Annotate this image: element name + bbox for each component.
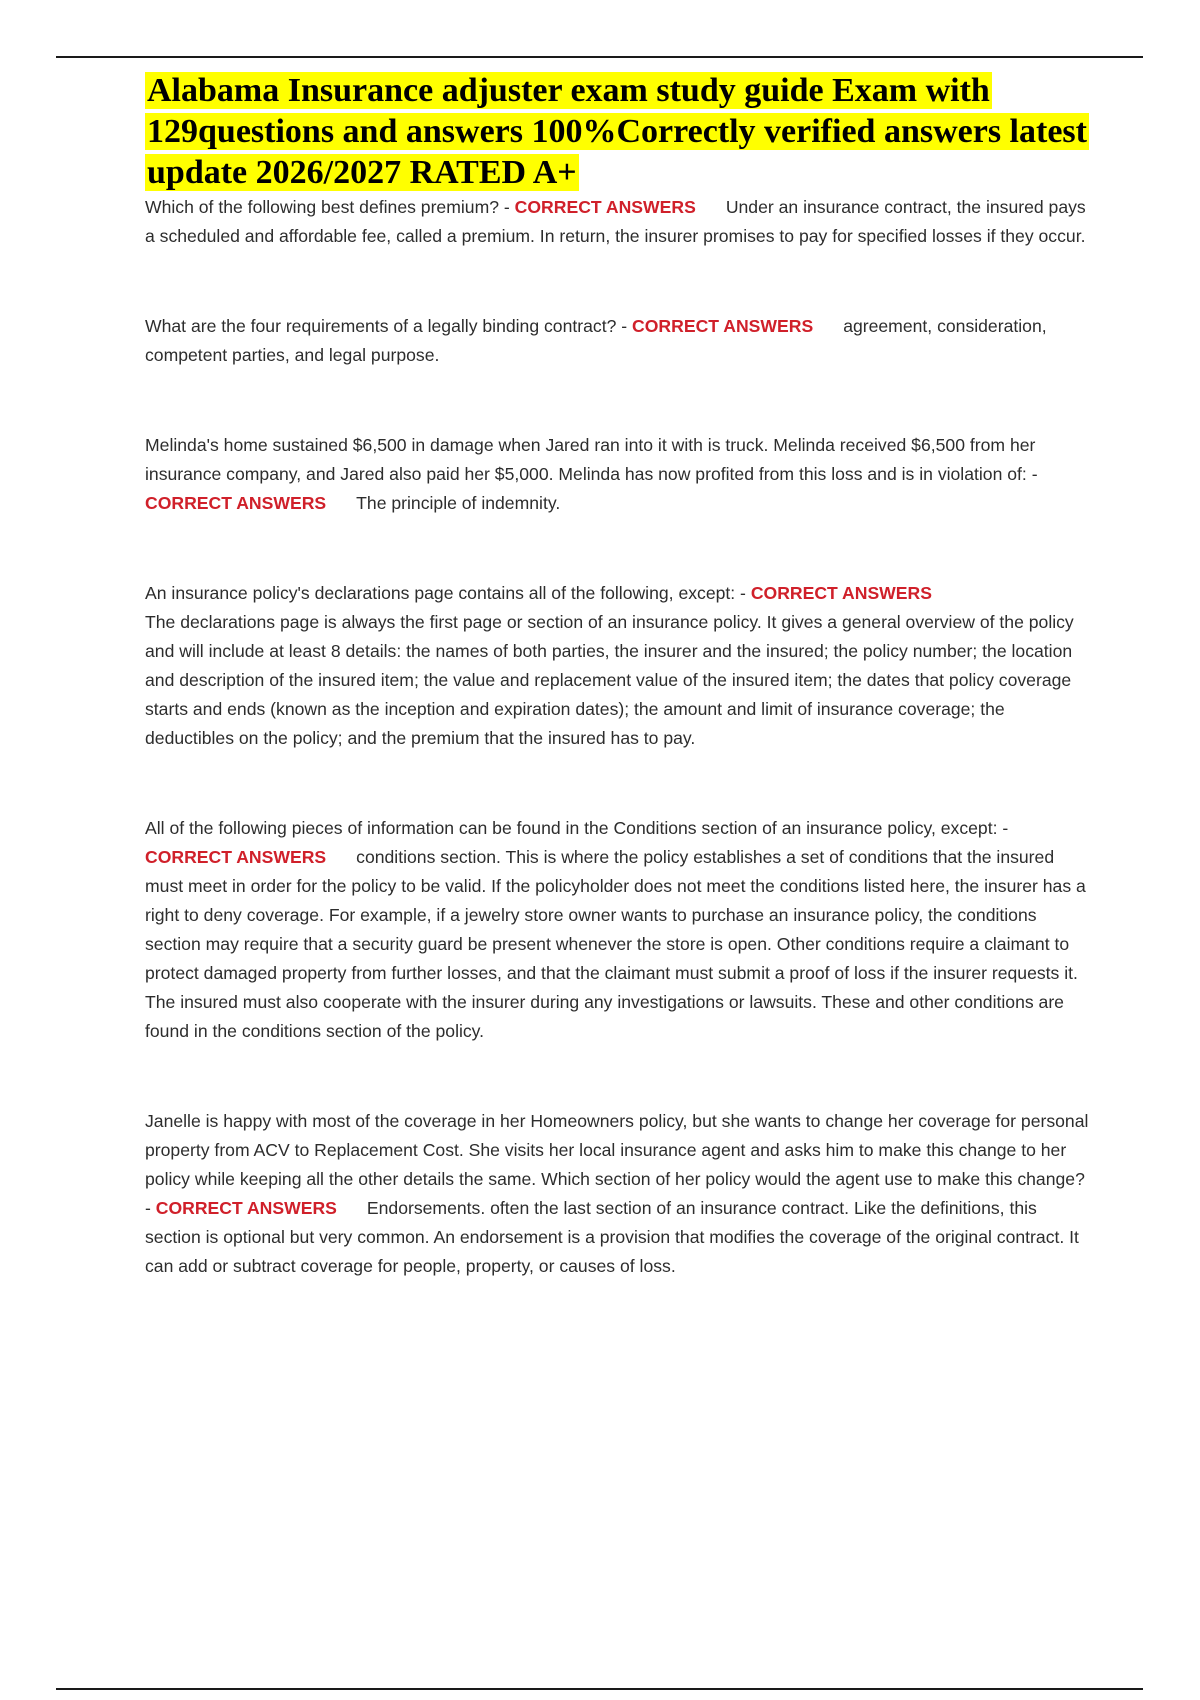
answer-text: Under an insurance contract, the insured pays a scheduled and affordable fee, called a premium. In return, the insurer promises to pay for specified losses if they occur. [145,197,1086,246]
document-title [145,70,1095,193]
question-text: Melinda's home sustained $6,500 in damage when Jared ran into it with is truck. Melinda received $6,500 from her insurance company, and Jared also paid her $5,000. Melinda has now profited from this loss and is in violation of: [145,435,1036,484]
marker-separator: - [997,818,1009,838]
marker-separator: - [616,316,633,336]
answer-text: The declarations page is always the first page or section of an insurance policy. It gives a general overview of the policy and will include at least 8 details: the names of both parties, the insurer and the insured; the policy number; the location and description of the insured item; the value and replacement value of the insured item; the dates that policy coverage starts and ends (known as the inception and expiration dates); the amount and limit of insurance coverage; the deductibles on the policy; and the premium that the insured has to pay. [145,612,1074,748]
marker-separator: - [499,197,515,217]
correct-answers-marker: CORRECT ANSWERS [155,1198,337,1218]
question-text: What are the four requirements of a legally binding contract? [145,316,617,336]
answer-text: conditions section. This is where the policy establishes a set of conditions that the insured must meet in order for the policy to be valid. If the policyholder does not meet the conditions listed here, the insurer has a right to deny coverage. For example, if a jewelry store owner wants to purchase an insurance policy, the conditions section may require that a security guard be present whenever the store is open. Other conditions require a claimant to protect damaged property from further losses, and that the claimant must submit a proof of loss if the insurer requests it. The insured must also cooperate with the insurer during any investigations or lawsuits. These and other conditions are found in the conditions section of the policy. [145,847,1086,1041]
answer-text: The principle of indemnity. [356,493,561,513]
marker-separator: - [1026,464,1038,484]
answer-text: agreement, consideration, competent parties, and legal purpose. [145,316,1047,365]
correct-answers-marker: CORRECT ANSWERS [514,197,696,217]
bottom-rule [56,1688,1143,1690]
marker-separator: - [145,1198,156,1218]
qa-item-2 [145,312,1095,370]
answer-text: Endorsements. often the last section of an insurance contract. Like the definitions, this section is optional but very common. An endorsement is a provision that modifies the coverage of the original contract. It can add or subtract coverage for people, property, or causes of loss. [145,1198,1079,1276]
title-highlight: Alabama Insurance adjuster exam study guide Exam with 129questions and answers 100%Correctly verified answers latest update 2026/2027 RATED A+ [147,72,1087,191]
qa-item-5 [145,814,1095,1046]
qa-item-3 [145,431,1095,518]
question-text: All of the following pieces of information can be found in the Conditions section of an insurance policy, except: [145,818,998,838]
document-page [145,70,1095,1281]
correct-answers-marker: CORRECT ANSWERS [750,583,932,603]
correct-answers-marker: CORRECT ANSWERS [632,316,814,336]
correct-answers-marker: CORRECT ANSWERS [145,493,327,513]
qa-item-4 [145,579,1095,753]
top-rule [56,56,1143,58]
question-text: Janelle is happy with most of the coverage in her Homeowners policy, but she wants to change her coverage for personal property from ACV to Replacement Cost. She visits her local insurance agent and asks him to make this change to her policy while keeping all the other details the same. Which section of her policy would the agent use to make this change? [145,1111,1089,1189]
qa-item-6 [145,1107,1095,1281]
question-text: An insurance policy's declarations page contains all of the following, except: [145,583,736,603]
marker-separator: - [735,583,751,603]
question-text: Which of the following best defines premium? [145,197,500,217]
qa-item-1 [145,193,1095,251]
correct-answers-marker: CORRECT ANSWERS [145,847,327,867]
